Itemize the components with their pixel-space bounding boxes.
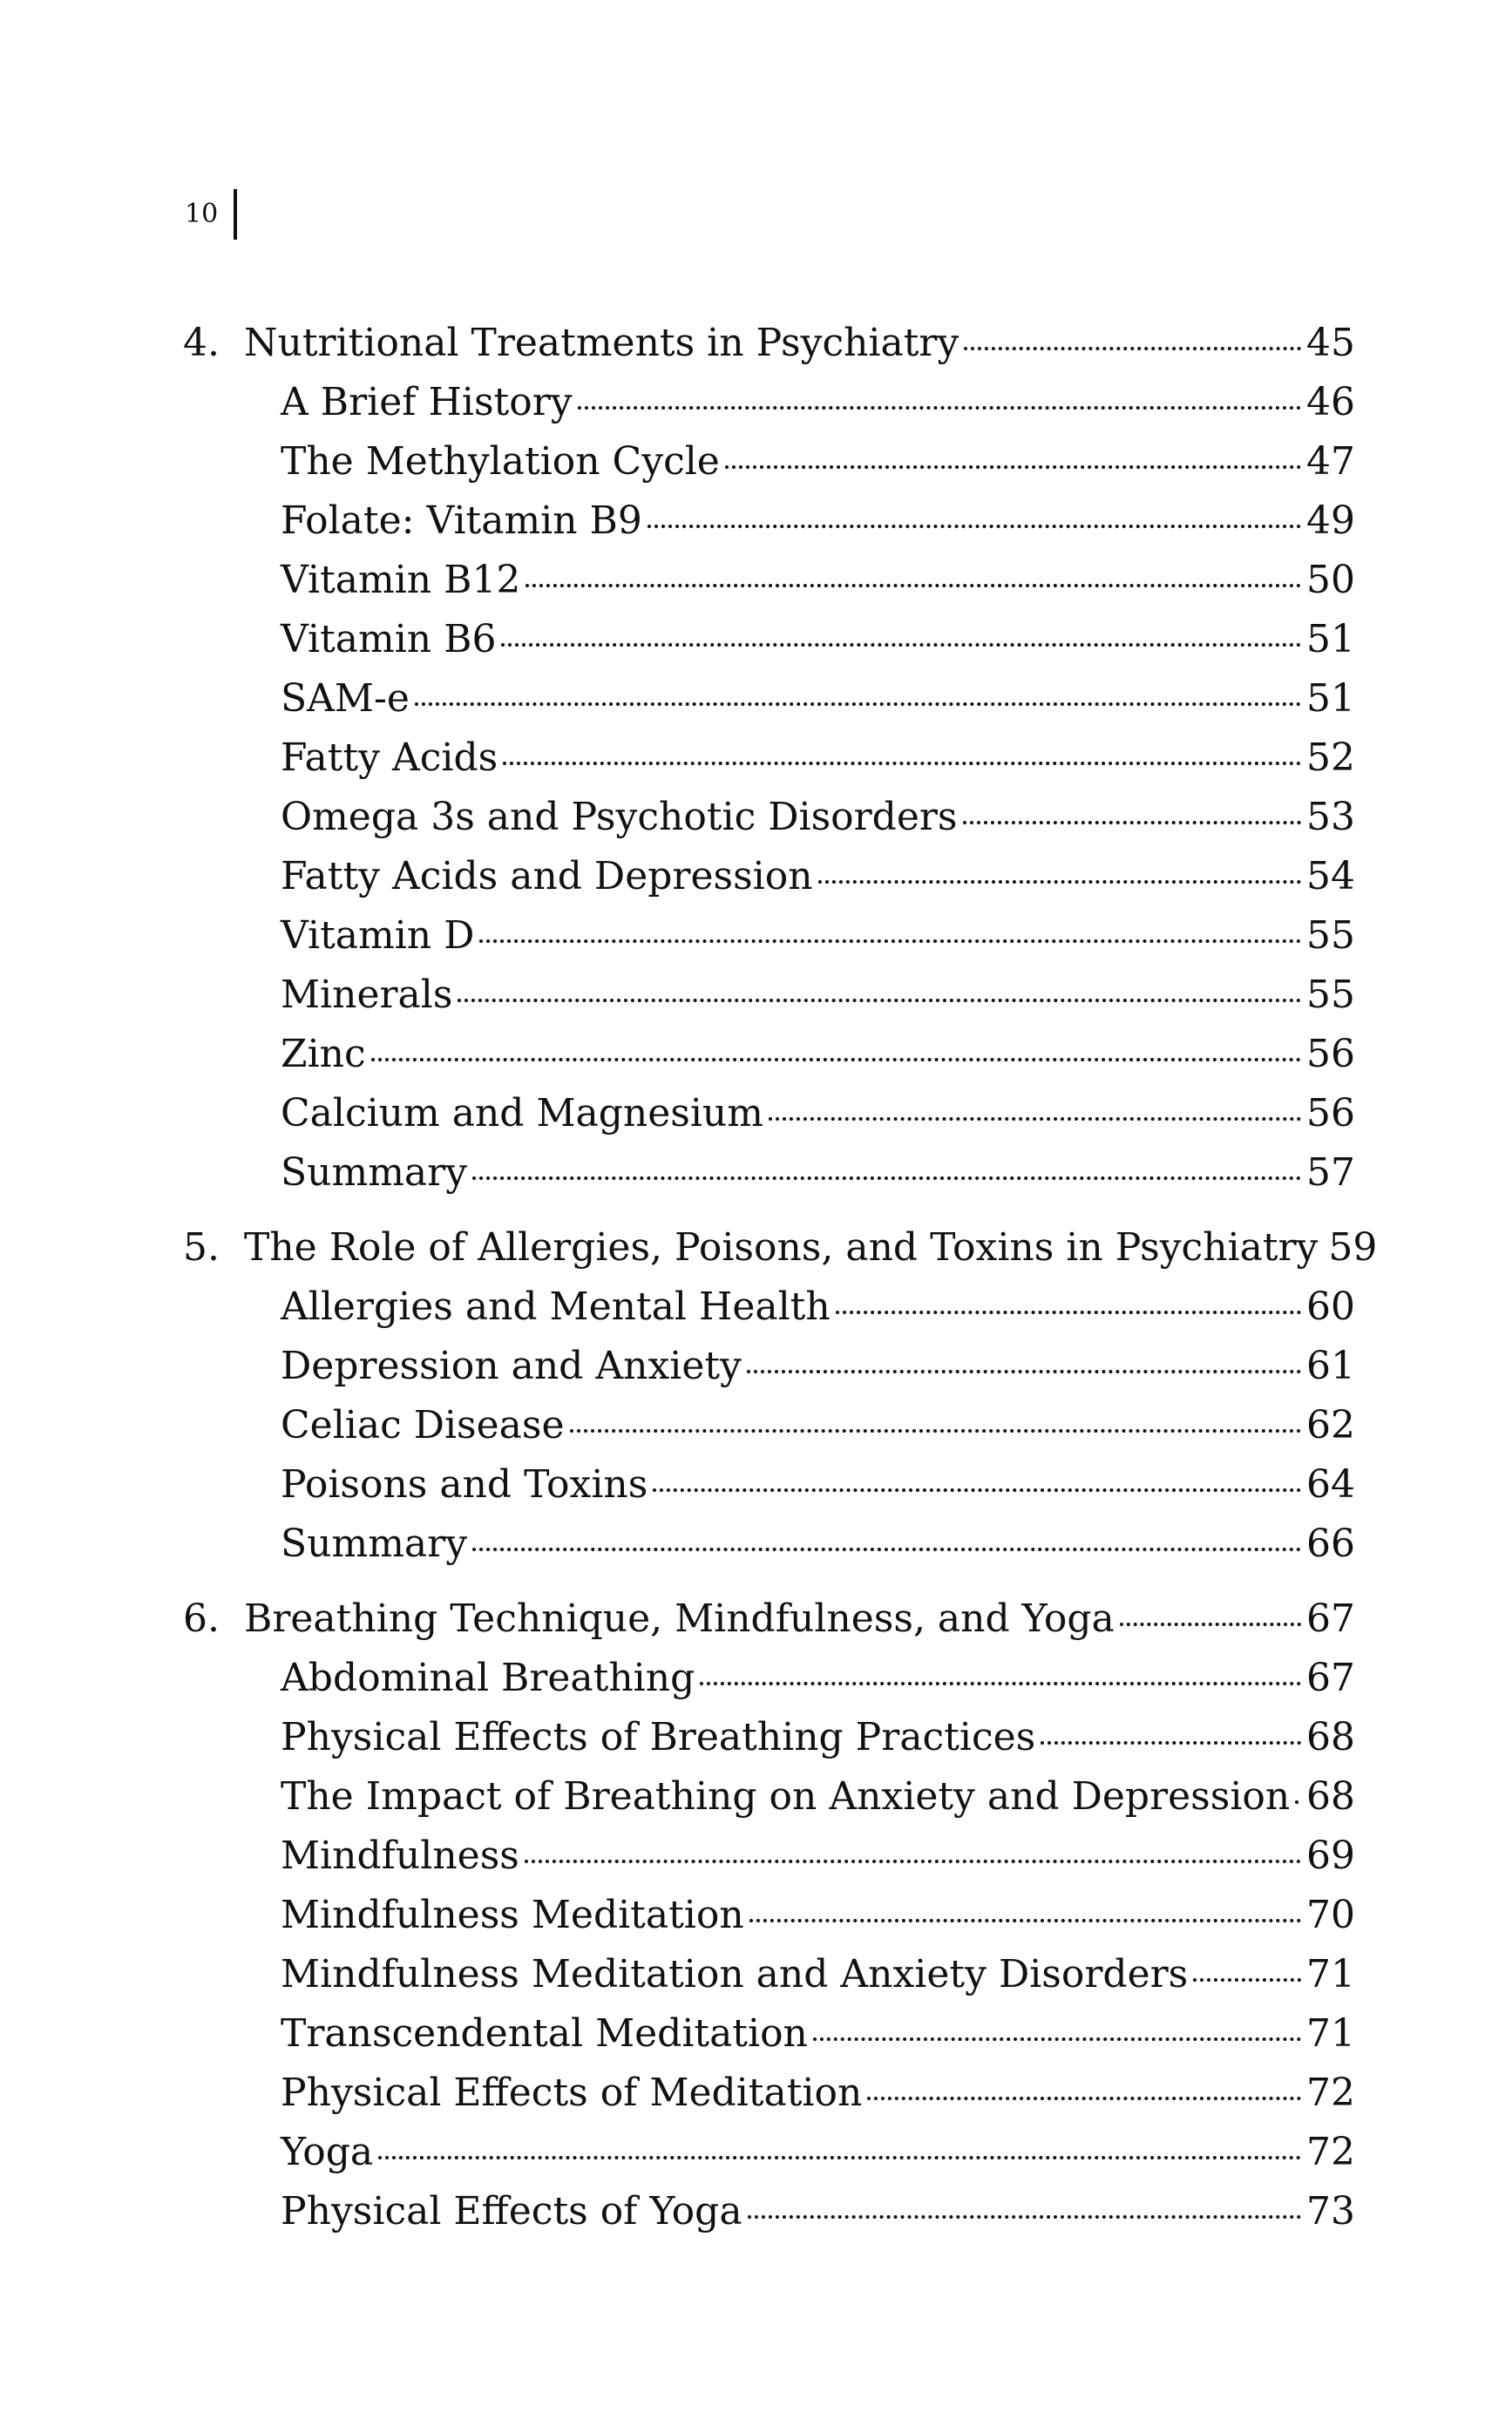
toc-entry	[183, 610, 1355, 669]
dot-leader	[648, 524, 1301, 528]
entry-page-number: 49	[1306, 498, 1355, 543]
entry-page-number: 68	[1306, 1715, 1355, 1759]
chapter-page-number: 45	[1306, 321, 1355, 365]
entry-title: The Impact of Breathing on Anxiety and Depression	[281, 1774, 1291, 1819]
entry-page-number: 55	[1306, 913, 1355, 958]
page-header	[185, 190, 237, 239]
chapter-number: 5.	[183, 1225, 220, 1270]
entry-page-number: 54	[1306, 854, 1355, 898]
toc-chapter-heading	[183, 1590, 1355, 1649]
entry-page-number: 69	[1306, 1834, 1355, 1878]
entry-title: Allergies and Mental Health	[281, 1285, 831, 1329]
toc-entry	[183, 1767, 1355, 1827]
dot-leader	[700, 1681, 1301, 1685]
entry-page-number: 51	[1306, 676, 1355, 721]
entry-title: Fatty Acids and Depression	[281, 854, 813, 898]
dot-leader	[836, 1310, 1301, 1314]
toc-entry	[183, 1649, 1355, 1708]
toc-entry	[183, 1827, 1355, 1886]
dot-leader	[458, 998, 1301, 1002]
entry-page-number: 51	[1306, 617, 1355, 661]
dot-leader	[1295, 1800, 1301, 1804]
page-number: 10	[185, 199, 219, 229]
entry-title: A Brief History	[281, 380, 573, 424]
dot-leader	[813, 2037, 1301, 2041]
dot-leader	[1041, 1740, 1301, 1745]
dot-leader	[525, 1859, 1301, 1863]
entry-page-number: 55	[1306, 973, 1355, 1017]
dot-leader	[1193, 1977, 1301, 1982]
entry-title: Depression and Anxiety	[281, 1344, 742, 1388]
dot-leader	[371, 1057, 1301, 1061]
toc-chapter-heading	[183, 1218, 1378, 1278]
entry-title: Folate: Vitamin B9	[281, 498, 642, 543]
toc-entry	[183, 2004, 1355, 2064]
dot-leader	[415, 702, 1301, 706]
entry-title: Physical Effects of Meditation	[281, 2071, 863, 2115]
dot-leader	[479, 939, 1301, 943]
toc-entry	[183, 1515, 1355, 1574]
entry-title: Summary	[281, 1522, 468, 1566]
entry-title: Vitamin D	[281, 913, 475, 958]
table-of-contents	[183, 314, 1378, 2257]
entry-page-number: 72	[1306, 2071, 1355, 2115]
entry-title: Calcium and Magnesium	[281, 1091, 763, 1135]
entry-page-number: 47	[1306, 439, 1355, 484]
entry-title: Yoga	[281, 2130, 374, 2174]
dot-leader	[503, 761, 1301, 765]
toc-entry	[183, 491, 1355, 551]
entry-title: SAM-e	[281, 676, 410, 721]
toc-entry	[183, 1337, 1355, 1396]
entry-title: Summary	[281, 1150, 468, 1195]
entry-title: Omega 3s and Psychotic Disorders	[281, 795, 958, 839]
entry-page-number: 61	[1306, 1344, 1355, 1388]
dot-leader	[747, 1369, 1301, 1373]
toc-entry	[183, 2182, 1355, 2241]
entry-title: Zinc	[281, 1032, 366, 1076]
entry-page-number: 53	[1306, 795, 1355, 839]
dot-leader	[525, 583, 1301, 587]
toc-entry	[183, 1143, 1355, 1203]
entry-title: Physical Effects of Yoga	[281, 2189, 742, 2234]
toc-entry	[183, 729, 1355, 788]
entry-title: Minerals	[281, 973, 453, 1017]
chapter-title: Breathing Technique, Mindfulness, and Yoga	[244, 1596, 1115, 1641]
entry-page-number: 46	[1306, 380, 1355, 424]
toc-entry	[183, 1455, 1355, 1515]
dot-leader	[964, 346, 1301, 350]
chapter-number: 6.	[183, 1596, 220, 1641]
toc-chapter	[183, 1218, 1378, 1574]
toc-entry	[183, 373, 1355, 432]
entry-title: The Methylation Cycle	[281, 439, 720, 484]
toc-entry	[183, 2064, 1355, 2123]
entry-page-number: 67	[1306, 1656, 1355, 1700]
dot-leader	[1120, 1622, 1301, 1626]
entry-page-number: 70	[1306, 1893, 1355, 1937]
entry-page-number: 62	[1306, 1403, 1355, 1447]
toc-entry	[183, 788, 1355, 847]
dot-leader	[472, 1176, 1301, 1180]
dot-leader	[867, 2096, 1301, 2100]
chapter-title: Nutritional Treatments in Psychiatry	[244, 321, 959, 365]
entry-title: Transcendental Meditation	[281, 2011, 808, 2056]
chapter-number: 4.	[183, 321, 220, 365]
dot-leader	[963, 820, 1302, 824]
toc-entry	[183, 1084, 1355, 1143]
dot-leader	[749, 1918, 1301, 1922]
header-rule	[234, 189, 237, 240]
chapter-page-number: 59	[1328, 1225, 1378, 1270]
toc-entry	[183, 1886, 1355, 1945]
toc-entry	[183, 1396, 1355, 1455]
toc-entry	[183, 1025, 1355, 1084]
toc-entry	[183, 1278, 1355, 1337]
entry-page-number: 71	[1306, 1952, 1355, 1996]
dot-leader	[653, 1488, 1301, 1492]
entry-page-number: 57	[1306, 1150, 1355, 1195]
chapter-page-number: 67	[1306, 1596, 1355, 1641]
entry-title: Fatty Acids	[281, 735, 498, 780]
toc-entry	[183, 1708, 1355, 1767]
dot-leader	[818, 879, 1301, 884]
toc-chapter	[183, 314, 1355, 1203]
toc-entry	[183, 847, 1355, 906]
toc-chapter	[183, 1590, 1355, 2241]
entry-page-number: 60	[1306, 1285, 1355, 1329]
entry-title: Physical Effects of Breathing Practices	[281, 1715, 1036, 1759]
entry-title: Mindfulness	[281, 1834, 519, 1878]
entry-title: Vitamin B12	[281, 558, 521, 602]
entry-title: Abdominal Breathing	[281, 1656, 695, 1700]
dot-leader	[769, 1116, 1301, 1121]
entry-page-number: 56	[1306, 1091, 1355, 1135]
entry-title: Poisons and Toxins	[281, 1462, 648, 1507]
dot-leader	[748, 2214, 1301, 2219]
dot-leader	[472, 1547, 1301, 1551]
entry-page-number: 71	[1306, 2011, 1355, 2056]
entry-page-number: 68	[1306, 1774, 1355, 1819]
toc-entry	[183, 551, 1355, 610]
toc-entry	[183, 2123, 1355, 2182]
dot-leader	[578, 405, 1301, 410]
chapter-title: The Role of Allergies, Poisons, and Toxins in Psychiatry	[244, 1225, 1319, 1270]
toc-entry	[183, 906, 1355, 966]
dot-leader	[725, 464, 1301, 469]
toc-entry	[183, 966, 1355, 1025]
entry-page-number: 66	[1306, 1522, 1355, 1566]
entry-page-number: 73	[1306, 2189, 1355, 2234]
entry-page-number: 64	[1306, 1462, 1355, 1507]
toc-entry	[183, 669, 1355, 729]
entry-title: Mindfulness Meditation and Anxiety Disorders	[281, 1952, 1189, 1996]
entry-title: Mindfulness Meditation	[281, 1893, 744, 1937]
dot-leader	[378, 2155, 1301, 2159]
entry-page-number: 56	[1306, 1032, 1355, 1076]
toc-chapter-heading	[183, 314, 1355, 373]
entry-page-number: 50	[1306, 558, 1355, 602]
toc-entry	[183, 432, 1355, 491]
toc-entry	[183, 1945, 1355, 2004]
entry-page-number: 52	[1306, 735, 1355, 780]
entry-page-number: 72	[1306, 2130, 1355, 2174]
entry-title: Vitamin B6	[281, 617, 497, 661]
dot-leader	[501, 642, 1301, 647]
dot-leader	[570, 1428, 1301, 1433]
entry-title: Celiac Disease	[281, 1403, 565, 1447]
